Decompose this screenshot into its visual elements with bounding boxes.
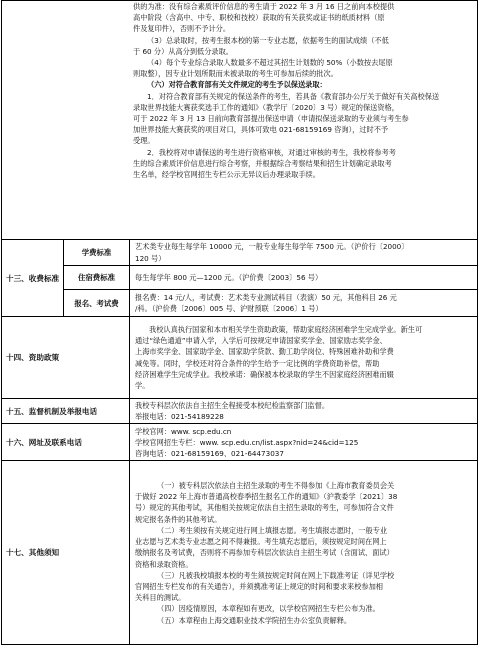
policy-line: 录取世界技能大赛获奖选手工作的通知》（教学厅〔2020〕3 号）规定的保送资格， [133,102,399,112]
supervision-row [2,399,478,424]
intro-cell [2,1,478,240]
housing-value: 每生每学年 800 元—1200 元。（沪价费〔2003〕56 号） [130,266,478,290]
aid-text: 我校认真执行国家和本市相关学生资助政策，帮助家庭经济困难学生完成学业。新生可 通过“绿色通道”申请入学，入学后可按规定申请国家奖学金、国家励志奖学金、 上海市奖学金、国家助学金、国家助学贷款、勤工助学岗位、特殊困难补助和学费 减免等。同时，学校还对符合条件的学生给予一定比例的学费资助补偿，帮助 经济困难学生完成学业。我校承诺：确保被本校录取的学生不因家庭经济困难而辍 学。 [130,317,478,399]
hotline-text: 咨询电话：021-68159169、021-64473037 [135,449,284,458]
policy-line: 可于 2022 年 3 月 13 日前向教育部提出保送申请（申请拟保送录取的专业须与考生参 [133,114,409,124]
intro-line: 供的为准：没有综合素质评价信息的考生请于 2022 年 3 月 16 日之前向本校提供 [133,2,395,11]
aid-section-label: 十四、资助政策 [2,317,130,399]
policy-line: 2．我校将对申请保送的考生进行资格审核，对通过审核的考生，我校将参考考 [147,147,396,157]
admission-column-link[interactable]: 学校官网招生专栏：www. scp.edu.cn/list.aspx?nid=24&cid=125 [135,437,359,447]
other-row [2,461,478,645]
intro-line: 件及复印件），否则不予计分。 [133,24,231,34]
intro-line: （3）总录取时，按考生报本校的第一专业志愿，依据考生的面试成绩（不低 [147,35,389,45]
policy-line: 受理。 [133,136,155,146]
intro-line: 则取整），因专业计划所限而未被录取的考生可参加后续的批次。 [133,69,338,79]
other-text: （一）被专科层次依法自主招生录取的考生不得参加《上海市教育委员会关 于做好 2022 年上海市普通高校春季招生报名工作的通知》（沪教委学〔2021〕38 号）规定的其他考试，其他相关按规定依法自主招生录取的考生，可参加符合文件 规定报名条件的其他考试。 （二）考生须按有关规定进行网上填报志愿。考生填报志愿时，一般专业 业志愿与艺术类专业志愿之间不得兼报。考生填充志愿后，须按规定时间在网上 缴纳报名及考试费，否则将不再参加专科层次依法自主招生考试（含面试、面试） 资格和录取资格。 （三）凡被我校填报本校的考生须按规定时间在网上下载准考证（详见学校 官网招生专栏发布的有关通告），并须携准考证上规定的时间和要求来校参加相 关科目的测试。 （四）因疫情原因，本章程如有更改，以学校官网招生专栏公布为准。 （五）本章程由上海交通职业技术学院招生办公室负责解释。 [130,461,478,645]
charter-table [1,0,478,645]
intro-line: 高中阶段（含高中、中专、职校和技校）获取的有关获奖或证书的纸质材料（原 [133,13,385,23]
policy-line: 生的综合素质评价信息进行综合考察，并根据综合考察结果和招生计划确定录取考 [133,158,392,168]
supervision-text: 我校专科层次依法自主招生全程接受本校纪检监察部门监督。 举报电话：021-54189228 [130,399,478,424]
housing-label: 住宿费标准 [64,266,130,290]
policy-line: 加世界技能大赛获奖的项目对口，具体可致电 021-68159169 咨询），过时不予 [133,125,389,135]
school-website-link[interactable]: 学校官网：www. scp.edu.cn [135,426,232,436]
contact-row [2,424,478,461]
fee-row-tuition [2,240,478,266]
fee-row-housing [2,266,478,290]
intro-line: （4）每个专业综合录取人数最多不超过其招生计划数的 50%（小数按去尾原 [147,58,393,68]
tuition-value: 艺术类专业每生每学年 10000 元，一般专业每生每学年 7500 元。（沪价行〔2000〕 120 号） [130,240,478,266]
supervision-section-label: 十五、监督机制及举报电话 [2,399,130,424]
aid-row [2,317,478,399]
exam-fee-value: 报名费：14 元/人，考试费：艺术类专业测试科目（表演）50 元，其他科目 26 元 /科。（沪价费〔2006〕005 号、沪财预联〔2006〕1 号） [130,290,478,317]
policy-heading: （六）对符合教育部有关文件规定的考生予以保送录取： [147,80,327,90]
policy-line: 1．对符合教育部有关规定的保送条件的考生，若具备《教育部办公厅关于做好有关高校保送 [147,91,440,101]
intro-line: 于 60 分）从高分到低分录取。 [133,46,233,56]
intro-row [2,1,478,240]
contact-section-label: 十六、网址及联系电话 [2,424,130,461]
fees-section-label: 十三、收费标准 [2,240,64,317]
other-section-label: 十七、其他须知 [2,461,130,645]
fee-row-exam [2,290,478,317]
tuition-label: 学费标准 [64,240,130,266]
contact-text [130,424,478,461]
exam-fee-label: 报名、考试费 [64,290,130,317]
policy-line: 生名单，经学校官网招生专栏公示无异议后办理录取手续。 [133,170,320,180]
